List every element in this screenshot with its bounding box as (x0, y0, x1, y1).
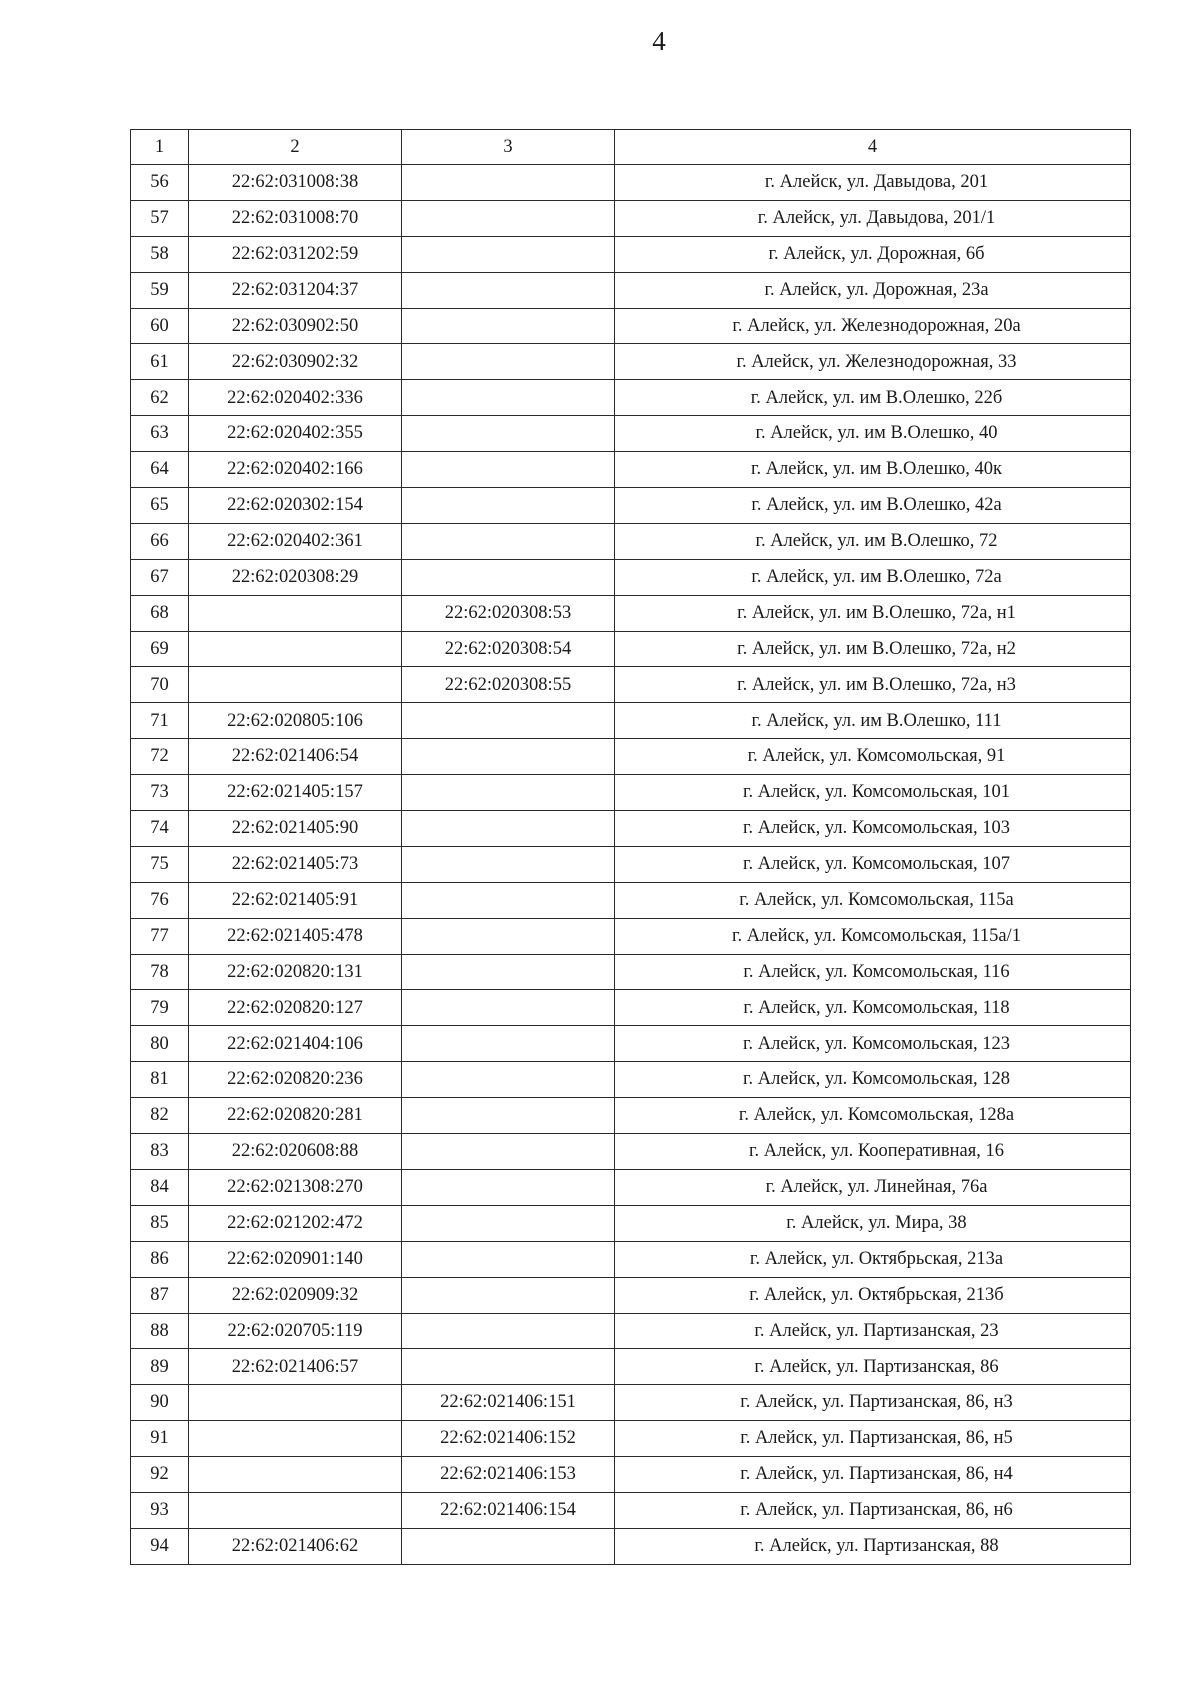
cell-land-cadastral-number: 22:62:020820:127 (189, 990, 402, 1026)
cell-land-cadastral-number: 22:62:020705:119 (189, 1313, 402, 1349)
cell-address: г. Алейск, ул. Комсомольская, 103 (615, 811, 1131, 847)
cell-land-cadastral-number: 22:62:020820:131 (189, 954, 402, 990)
cell-row-number: 63 (131, 416, 189, 452)
cell-address: г. Алейск, ул. им В.Олешко, 40к (615, 452, 1131, 488)
cell-address: г. Алейск, ул. Дорожная, 6б (615, 236, 1131, 272)
cell-address: г. Алейск, ул. Партизанская, 88 (615, 1528, 1131, 1564)
cell-row-number: 68 (131, 595, 189, 631)
cell-land-cadastral-number: 22:62:021404:106 (189, 1026, 402, 1062)
cell-land-cadastral-number: 22:62:020901:140 (189, 1241, 402, 1277)
cell-row-number: 62 (131, 380, 189, 416)
cell-row-number: 91 (131, 1421, 189, 1457)
cell-land-cadastral-number: 22:62:020909:32 (189, 1277, 402, 1313)
table-row (131, 990, 1131, 1026)
cell-building-cadastral-number (402, 416, 615, 452)
cell-row-number: 87 (131, 1277, 189, 1313)
cell-row-number: 81 (131, 1062, 189, 1098)
cell-building-cadastral-number (402, 1205, 615, 1241)
table-row (131, 1421, 1131, 1457)
cell-land-cadastral-number: 22:62:020608:88 (189, 1134, 402, 1170)
table-row (131, 595, 1131, 631)
cell-address: г. Алейск, ул. Железнодорожная, 20а (615, 308, 1131, 344)
cell-address: г. Алейск, ул. Давыдова, 201/1 (615, 200, 1131, 236)
cell-land-cadastral-number: 22:62:020402:361 (189, 523, 402, 559)
cell-address: г. Алейск, ул. Комсомольская, 128а (615, 1098, 1131, 1134)
cell-row-number: 90 (131, 1385, 189, 1421)
table-row (131, 811, 1131, 847)
header-col-4: 4 (615, 130, 1131, 165)
cell-address: г. Алейск, ул. Давыдова, 201 (615, 165, 1131, 201)
table-row (131, 1098, 1131, 1134)
cell-building-cadastral-number: 22:62:020308:55 (402, 667, 615, 703)
cell-building-cadastral-number (402, 1313, 615, 1349)
cell-row-number: 80 (131, 1026, 189, 1062)
table-row (131, 452, 1131, 488)
cell-row-number: 85 (131, 1205, 189, 1241)
page-number: 4 (652, 26, 666, 56)
cell-address: г. Алейск, ул. Комсомольская, 118 (615, 990, 1131, 1026)
cell-land-cadastral-number (189, 631, 402, 667)
cell-land-cadastral-number (189, 1492, 402, 1528)
table-row (131, 1349, 1131, 1385)
header-col-1: 1 (131, 130, 189, 165)
cell-building-cadastral-number (402, 1528, 615, 1564)
cell-land-cadastral-number: 22:62:031008:70 (189, 200, 402, 236)
table-row (131, 703, 1131, 739)
cell-land-cadastral-number: 22:62:020308:29 (189, 559, 402, 595)
cell-row-number: 89 (131, 1349, 189, 1385)
cell-building-cadastral-number: 22:62:021406:151 (402, 1385, 615, 1421)
cell-row-number: 65 (131, 488, 189, 524)
cell-address: г. Алейск, ул. Партизанская, 86, н3 (615, 1385, 1131, 1421)
table-row (131, 344, 1131, 380)
cell-building-cadastral-number (402, 1241, 615, 1277)
cell-row-number: 94 (131, 1528, 189, 1564)
cell-address: г. Алейск, ул. им В.Олешко, 72а, н1 (615, 595, 1131, 631)
cell-row-number: 71 (131, 703, 189, 739)
cell-row-number: 73 (131, 775, 189, 811)
cell-building-cadastral-number (402, 811, 615, 847)
cell-land-cadastral-number: 22:62:021406:57 (189, 1349, 402, 1385)
cell-building-cadastral-number (402, 1169, 615, 1205)
table-header (131, 130, 1131, 165)
cell-row-number: 77 (131, 918, 189, 954)
cell-address: г. Алейск, ул. им В.Олешко, 40 (615, 416, 1131, 452)
cell-address: г. Алейск, ул. Партизанская, 23 (615, 1313, 1131, 1349)
table-row (131, 200, 1131, 236)
cell-row-number: 83 (131, 1134, 189, 1170)
cell-address: г. Алейск, ул. Комсомольская, 115а/1 (615, 918, 1131, 954)
table-row (131, 488, 1131, 524)
cell-land-cadastral-number: 22:62:020820:236 (189, 1062, 402, 1098)
cell-building-cadastral-number (402, 344, 615, 380)
cell-land-cadastral-number: 22:62:021308:270 (189, 1169, 402, 1205)
table-row (131, 954, 1131, 990)
cell-land-cadastral-number: 22:62:031204:37 (189, 272, 402, 308)
table-row (131, 846, 1131, 882)
property-table (130, 129, 1131, 1565)
header-col-3: 3 (402, 130, 615, 165)
cell-building-cadastral-number (402, 308, 615, 344)
cell-row-number: 59 (131, 272, 189, 308)
cell-building-cadastral-number: 22:62:021406:154 (402, 1492, 615, 1528)
table-row (131, 1457, 1131, 1493)
cell-land-cadastral-number: 22:62:021405:91 (189, 882, 402, 918)
cell-land-cadastral-number: 22:62:020402:355 (189, 416, 402, 452)
cell-row-number: 78 (131, 954, 189, 990)
cell-address: г. Алейск, ул. им В.Олешко, 72а, н2 (615, 631, 1131, 667)
cell-address: г. Алейск, ул. Дорожная, 23а (615, 272, 1131, 308)
cell-row-number: 88 (131, 1313, 189, 1349)
table-row (131, 523, 1131, 559)
cell-row-number: 69 (131, 631, 189, 667)
table-row (131, 1134, 1131, 1170)
cell-building-cadastral-number: 22:62:020308:54 (402, 631, 615, 667)
cell-address: г. Алейск, ул. Партизанская, 86, н5 (615, 1421, 1131, 1457)
cell-land-cadastral-number: 22:62:020805:106 (189, 703, 402, 739)
cell-address: г. Алейск, ул. Комсомольская, 116 (615, 954, 1131, 990)
cell-building-cadastral-number (402, 1026, 615, 1062)
cell-building-cadastral-number: 22:62:021406:153 (402, 1457, 615, 1493)
cell-row-number: 82 (131, 1098, 189, 1134)
table-row (131, 1241, 1131, 1277)
cell-row-number: 61 (131, 344, 189, 380)
cell-row-number: 66 (131, 523, 189, 559)
cell-row-number: 60 (131, 308, 189, 344)
cell-address: г. Алейск, ул. Комсомольская, 101 (615, 775, 1131, 811)
table-row (131, 631, 1131, 667)
cell-land-cadastral-number: 22:62:021405:157 (189, 775, 402, 811)
cell-land-cadastral-number: 22:62:030902:32 (189, 344, 402, 380)
cell-building-cadastral-number (402, 236, 615, 272)
cell-building-cadastral-number (402, 488, 615, 524)
table-row (131, 308, 1131, 344)
cell-address: г. Алейск, ул. Партизанская, 86, н6 (615, 1492, 1131, 1528)
cell-address: г. Алейск, ул. им В.Олешко, 111 (615, 703, 1131, 739)
cell-row-number: 93 (131, 1492, 189, 1528)
cell-building-cadastral-number (402, 882, 615, 918)
cell-address: г. Алейск, ул. Комсомольская, 123 (615, 1026, 1131, 1062)
cell-land-cadastral-number (189, 667, 402, 703)
cell-land-cadastral-number: 22:62:021405:73 (189, 846, 402, 882)
cell-address: г. Алейск, ул. Линейная, 76а (615, 1169, 1131, 1205)
table-row (131, 1313, 1131, 1349)
cell-row-number: 92 (131, 1457, 189, 1493)
cell-building-cadastral-number (402, 703, 615, 739)
cell-land-cadastral-number (189, 1421, 402, 1457)
cell-address: г. Алейск, ул. Комсомольская, 115а (615, 882, 1131, 918)
cell-land-cadastral-number: 22:62:021406:54 (189, 739, 402, 775)
cell-building-cadastral-number (402, 380, 615, 416)
cell-building-cadastral-number (402, 165, 615, 201)
table-row (131, 236, 1131, 272)
cell-building-cadastral-number (402, 1098, 615, 1134)
cell-address: г. Алейск, ул. им В.Олешко, 72а, н3 (615, 667, 1131, 703)
table-row (131, 1528, 1131, 1564)
table-row (131, 882, 1131, 918)
cell-land-cadastral-number (189, 1385, 402, 1421)
cell-row-number: 56 (131, 165, 189, 201)
cell-land-cadastral-number (189, 595, 402, 631)
cell-address: г. Алейск, ул. им В.Олешко, 22б (615, 380, 1131, 416)
header-row (131, 130, 1131, 165)
cell-row-number: 67 (131, 559, 189, 595)
cell-row-number: 76 (131, 882, 189, 918)
cell-building-cadastral-number (402, 1277, 615, 1313)
cell-row-number: 64 (131, 452, 189, 488)
property-table-container (130, 129, 1130, 1565)
table-body (131, 165, 1131, 1565)
cell-building-cadastral-number: 22:62:021406:152 (402, 1421, 615, 1457)
cell-address: г. Алейск, ул. Партизанская, 86, н4 (615, 1457, 1131, 1493)
table-row (131, 559, 1131, 595)
cell-building-cadastral-number (402, 846, 615, 882)
cell-land-cadastral-number: 22:62:030902:50 (189, 308, 402, 344)
table-row (131, 1205, 1131, 1241)
cell-land-cadastral-number: 22:62:020820:281 (189, 1098, 402, 1134)
table-row (131, 416, 1131, 452)
cell-address: г. Алейск, ул. Железнодорожная, 33 (615, 344, 1131, 380)
cell-building-cadastral-number (402, 918, 615, 954)
cell-land-cadastral-number: 22:62:031008:38 (189, 165, 402, 201)
cell-land-cadastral-number: 22:62:021405:90 (189, 811, 402, 847)
cell-address: г. Алейск, ул. Комсомольская, 107 (615, 846, 1131, 882)
cell-building-cadastral-number (402, 1349, 615, 1385)
table-row (131, 739, 1131, 775)
cell-address: г. Алейск, ул. Октябрьская, 213а (615, 1241, 1131, 1277)
cell-row-number: 86 (131, 1241, 189, 1277)
cell-row-number: 79 (131, 990, 189, 1026)
cell-land-cadastral-number: 22:62:021406:62 (189, 1528, 402, 1564)
table-row (131, 1026, 1131, 1062)
cell-row-number: 57 (131, 200, 189, 236)
table-row (131, 1277, 1131, 1313)
cell-address: г. Алейск, ул. Партизанская, 86 (615, 1349, 1131, 1385)
cell-row-number: 75 (131, 846, 189, 882)
cell-address: г. Алейск, ул. Комсомольская, 91 (615, 739, 1131, 775)
cell-row-number: 72 (131, 739, 189, 775)
cell-building-cadastral-number (402, 775, 615, 811)
cell-row-number: 84 (131, 1169, 189, 1205)
cell-building-cadastral-number (402, 523, 615, 559)
cell-address: г. Алейск, ул. Мира, 38 (615, 1205, 1131, 1241)
table-row (131, 1062, 1131, 1098)
cell-building-cadastral-number (402, 200, 615, 236)
cell-building-cadastral-number (402, 272, 615, 308)
cell-row-number: 70 (131, 667, 189, 703)
cell-land-cadastral-number: 22:62:031202:59 (189, 236, 402, 272)
table-row (131, 1385, 1131, 1421)
cell-building-cadastral-number (402, 739, 615, 775)
table-row (131, 775, 1131, 811)
cell-address: г. Алейск, ул. Октябрьская, 213б (615, 1277, 1131, 1313)
table-row (131, 165, 1131, 201)
cell-building-cadastral-number (402, 452, 615, 488)
table-row (131, 1169, 1131, 1205)
cell-building-cadastral-number (402, 990, 615, 1026)
cell-land-cadastral-number: 22:62:021405:478 (189, 918, 402, 954)
cell-building-cadastral-number (402, 1134, 615, 1170)
cell-row-number: 58 (131, 236, 189, 272)
cell-building-cadastral-number (402, 559, 615, 595)
cell-land-cadastral-number: 22:62:020302:154 (189, 488, 402, 524)
table-row (131, 918, 1131, 954)
cell-land-cadastral-number: 22:62:021202:472 (189, 1205, 402, 1241)
cell-address: г. Алейск, ул. им В.Олешко, 42а (615, 488, 1131, 524)
cell-address: г. Алейск, ул. Кооперативная, 16 (615, 1134, 1131, 1170)
cell-address: г. Алейск, ул. им В.Олешко, 72 (615, 523, 1131, 559)
cell-address: г. Алейск, ул. Комсомольская, 128 (615, 1062, 1131, 1098)
table-row (131, 272, 1131, 308)
header-col-2: 2 (189, 130, 402, 165)
cell-row-number: 74 (131, 811, 189, 847)
cell-address: г. Алейск, ул. им В.Олешко, 72а (615, 559, 1131, 595)
cell-land-cadastral-number (189, 1457, 402, 1493)
cell-building-cadastral-number: 22:62:020308:53 (402, 595, 615, 631)
cell-building-cadastral-number (402, 1062, 615, 1098)
table-row (131, 1492, 1131, 1528)
table-row (131, 667, 1131, 703)
cell-building-cadastral-number (402, 954, 615, 990)
cell-land-cadastral-number: 22:62:020402:336 (189, 380, 402, 416)
cell-land-cadastral-number: 22:62:020402:166 (189, 452, 402, 488)
table-row (131, 380, 1131, 416)
